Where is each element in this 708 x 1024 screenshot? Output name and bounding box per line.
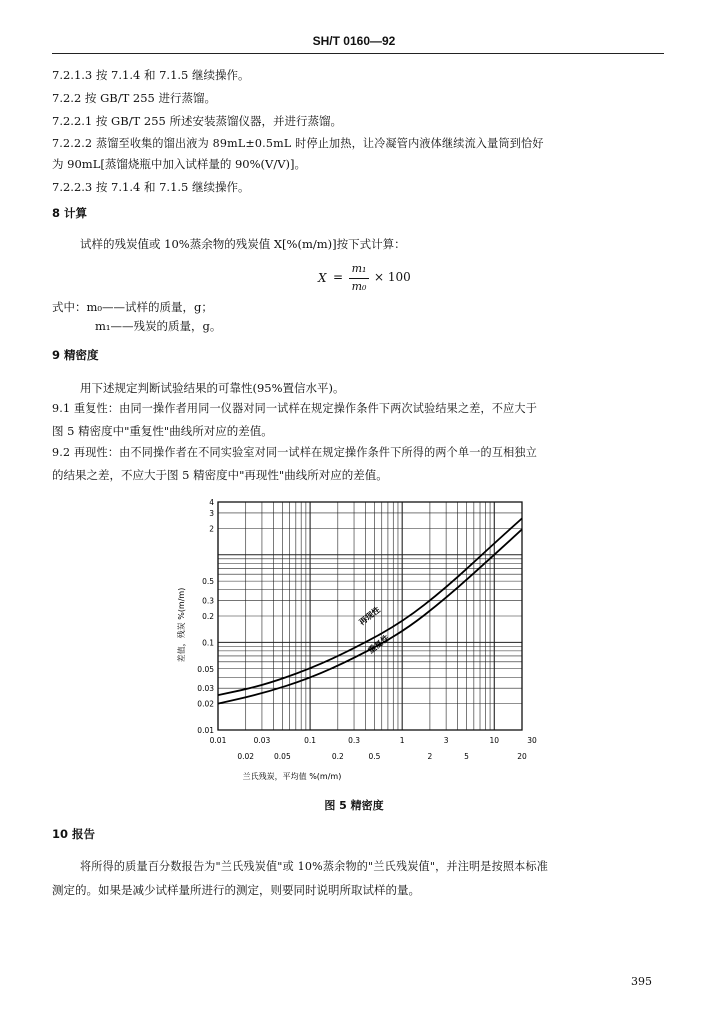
section-8-intro: 试样的残炭值或 10%蒸余物的残炭值 X[%(m/m)]按下式计算：: [80, 237, 406, 251]
formula-where-m1: m₁——残炭的质量，g。: [95, 319, 222, 333]
formula-where-m0: 式中：m₀——试样的质量，g；: [52, 300, 213, 314]
clause-9-2-line2: 的结果之差，不应大于图 5 精密度中"再现性"曲线所对应的差值。: [52, 468, 388, 482]
chart-ticks: [197, 498, 537, 761]
y-axis-label: 差值，残炭 %(m/m): [177, 587, 186, 663]
formula-factor: × 100: [374, 270, 411, 284]
x-tick-label: 2: [427, 752, 433, 761]
precision-chart: [170, 492, 550, 792]
clause-7-2-2-2-line1: 7.2.2.2 蒸馏至收集的馏出液为 89mL±0.5mL 时停止加热，让冷凝管内液体继续流入量筒到恰好: [52, 137, 544, 150]
y-tick-label: 0.01: [197, 726, 214, 735]
standard-number-header: SH/T 0160—92: [312, 34, 396, 48]
clause-9-1-line2: 图 5 精密度中"重复性"曲线所对应的差值。: [52, 424, 273, 438]
carbon-residue-formula: [0, 262, 708, 296]
series-label: 重复性: [366, 633, 391, 656]
formula-denominator: m₀: [351, 280, 367, 293]
formula-fraction-bar: [349, 278, 369, 279]
x-tick-label: 0.3: [348, 736, 361, 745]
formula-numerator: m₁: [351, 262, 367, 275]
x-tick-label: 1: [399, 736, 405, 745]
formula-lhs: X: [318, 271, 327, 285]
x-tick-label: 30: [527, 736, 537, 745]
y-tick-label: 3: [209, 508, 214, 518]
formula-equals: =: [333, 270, 344, 284]
header-rule: [52, 53, 664, 54]
clause-7-2-2-1: 7.2.2.1 按 GB/T 255 所述安装蒸馏仪器，并进行蒸馏。: [52, 114, 342, 128]
y-tick-label: 0.03: [197, 684, 214, 694]
y-tick-label: 4: [209, 498, 214, 507]
section-10-heading: 10 报告: [52, 827, 96, 841]
x-tick-label: 0.02: [237, 752, 255, 761]
y-tick-label: 0.5: [202, 577, 214, 587]
clause-7-2-1-3: 7.2.1.3 按 7.1.4 和 7.1.5 继续操作。: [52, 68, 250, 82]
x-tick-label: 0.1: [304, 736, 317, 745]
series-label: 再现性: [357, 605, 382, 628]
x-tick-label: 0.2: [331, 752, 344, 761]
y-tick-label: 0.05: [197, 664, 214, 674]
x-tick-label: 0.05: [274, 752, 291, 761]
chart-series: [218, 518, 522, 703]
section-9-heading: 9 精密度: [52, 348, 99, 362]
x-tick-label: 0.03: [253, 736, 271, 745]
section-10-line1: 将所得的质量百分数报告为"兰氏残炭值"或 10%蒸余物的"兰氏残炭值"，并注明是按照本标准: [80, 860, 549, 873]
figure-5-caption: 图 5 精密度: [324, 799, 384, 812]
clause-9-1-line1: 9.1 重复性：由同一操作者用同一仪器对同一试样在规定操作条件下两次试验结果之差，不应大于: [52, 402, 538, 415]
x-axis-label: 兰氏残炭，平均值 %(m/m): [242, 772, 342, 781]
section-10-line2: 测定的。如果是减少试样量所进行的测定，则要同时说明所取试样的量。: [52, 883, 420, 897]
clause-7-2-2-3: 7.2.2.3 按 7.1.4 和 7.1.5 继续操作。: [52, 180, 250, 194]
y-tick-label: 0.2: [202, 612, 214, 621]
x-tick-label: 5: [464, 752, 469, 761]
y-tick-label: 0.3: [202, 596, 214, 606]
x-tick-label: 3: [443, 736, 449, 745]
x-tick-label: 10: [489, 736, 500, 745]
x-tick-label: 0.01: [209, 736, 227, 745]
clause-7-2-2: 7.2.2 按 GB/T 255 进行蒸馏。: [52, 91, 217, 105]
clause-9-2-line1: 9.2 再现性：由不同操作者在不同实验室对同一试样在规定操作条件下所得的两个单一的互相独立: [52, 446, 538, 459]
x-tick-label: 20: [517, 752, 527, 761]
y-tick-label: 0.02: [197, 699, 214, 709]
y-tick-label: 0.1: [202, 638, 214, 648]
clause-7-2-2-2-line2: 为 90mL[蒸馏烧瓶中加入试样量的 90%(V/V)]。: [52, 157, 306, 171]
section-9-intro: 用下述规定判断试验结果的可靠性(95%置信水平)。: [80, 381, 345, 395]
y-tick-label: 2: [209, 524, 214, 534]
section-8-heading: 8 计算: [52, 206, 88, 220]
x-tick-label: 0.5: [368, 752, 381, 761]
page-number: 395: [631, 975, 652, 988]
